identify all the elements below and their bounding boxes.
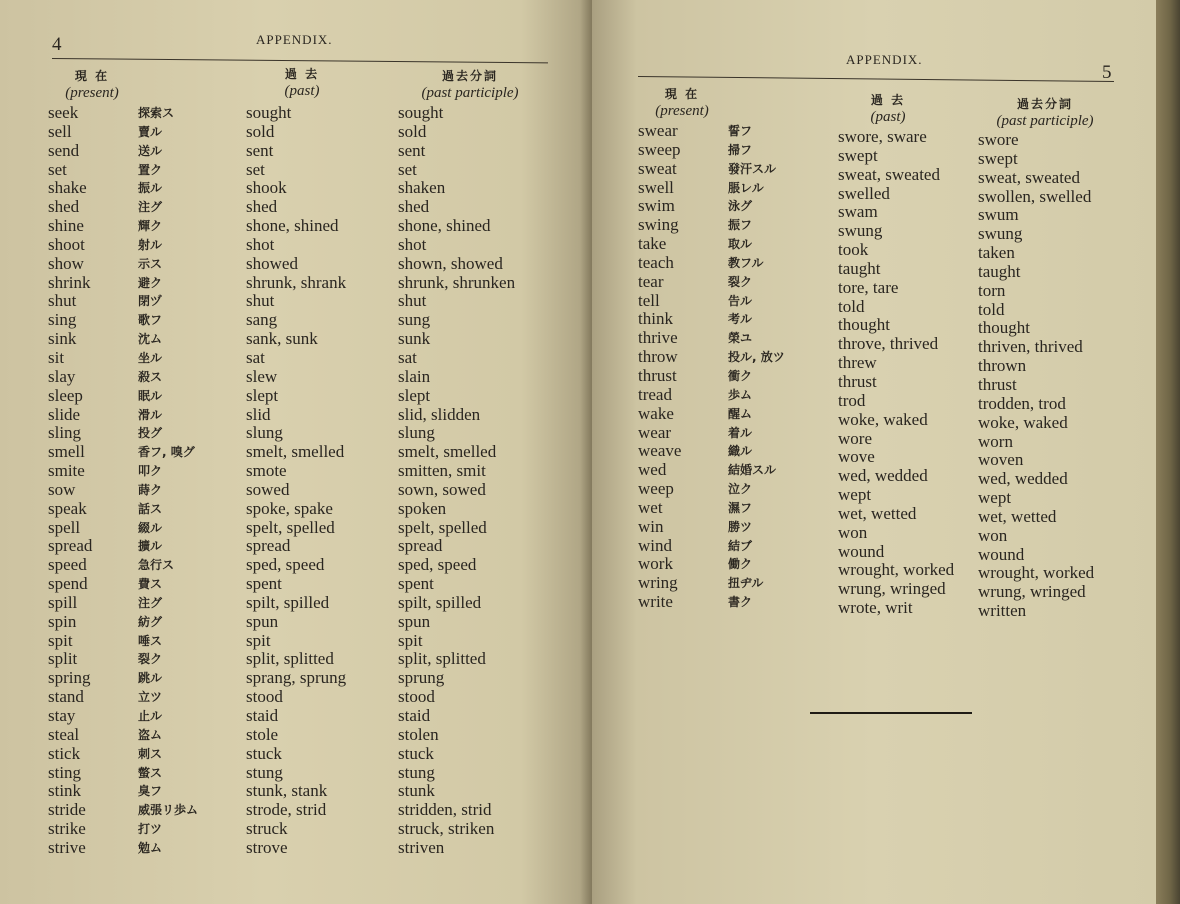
past-form: spread bbox=[246, 536, 291, 556]
japanese-meaning: 避ク bbox=[138, 275, 163, 290]
past-participle-form: shone, shined bbox=[398, 216, 491, 236]
col-header-present: 現 在 (present) bbox=[655, 87, 709, 119]
present-form: sell bbox=[48, 121, 72, 141]
japanese-meaning: 費ス bbox=[138, 577, 163, 592]
past-participle-form: swung bbox=[978, 224, 1023, 244]
japanese-meaning: 臭フ bbox=[138, 784, 163, 799]
past-form: smote bbox=[246, 461, 287, 481]
present-form: tell bbox=[638, 290, 660, 310]
past-participle-form: sped, speed bbox=[398, 555, 477, 575]
japanese-meaning: 濕フ bbox=[728, 500, 753, 515]
past-participle-form: spent bbox=[398, 574, 434, 594]
past-form: wrote, writ bbox=[838, 598, 913, 618]
past-form: swore, sware bbox=[838, 127, 927, 146]
past-participle-form: stuck bbox=[398, 743, 434, 763]
japanese-meaning: 投ル, 放ツ bbox=[728, 350, 785, 365]
past-participle-form: wrung, wringed bbox=[978, 582, 1086, 602]
past-participle-form: sunk bbox=[398, 329, 431, 349]
japanese-meaning: 探索ス bbox=[138, 106, 175, 120]
present-form: wind bbox=[638, 535, 672, 555]
past-form: slid bbox=[246, 404, 271, 424]
past-form: wrung, wringed bbox=[838, 579, 946, 599]
present-form: smite bbox=[48, 461, 85, 481]
japanese-meaning: 輝ク bbox=[138, 219, 163, 234]
past-form: wet, wetted bbox=[838, 503, 917, 523]
past-participle-form: torn bbox=[978, 280, 1006, 300]
past-participle-form: trodden, trod bbox=[978, 393, 1066, 413]
past-form: swung bbox=[838, 221, 883, 241]
past-participle-form: slept bbox=[398, 385, 431, 405]
past-form: showed bbox=[246, 253, 298, 273]
past-participle-form: swollen, swelled bbox=[978, 186, 1092, 206]
past-column bbox=[246, 104, 396, 858]
japanese-meaning: 取ル bbox=[728, 237, 753, 252]
japanese-meaning: 勝ツ bbox=[728, 519, 753, 534]
present-form: write bbox=[638, 592, 673, 612]
past-participle-form: told bbox=[978, 299, 1005, 319]
page-header: APPENDIX. bbox=[846, 52, 923, 67]
past-form: trod bbox=[838, 390, 866, 410]
present-form: throw bbox=[638, 347, 678, 367]
past-participle-form: sold bbox=[398, 121, 427, 141]
past-form: set bbox=[246, 159, 265, 179]
past-form: took bbox=[838, 240, 869, 260]
present-form: smell bbox=[48, 442, 85, 462]
japanese-meaning: 刺ス bbox=[138, 746, 163, 761]
past-participle-form: wed, wedded bbox=[978, 469, 1068, 489]
past-participle-form: wrought, worked bbox=[978, 563, 1095, 583]
past-participle-form: spun bbox=[398, 611, 431, 631]
past-form: shot bbox=[246, 234, 275, 254]
participle-column bbox=[398, 104, 578, 858]
page-header: APPENDIX. bbox=[256, 32, 333, 47]
japanese-meaning: 急行ス bbox=[138, 558, 175, 573]
present-form: thrive bbox=[638, 328, 678, 348]
col-header-participle: 過去分詞 (past participle) bbox=[421, 69, 519, 101]
past-form: wrought, worked bbox=[838, 560, 955, 580]
present-form: wake bbox=[638, 403, 674, 423]
present-form: wet bbox=[638, 497, 663, 517]
past-form: swelled bbox=[838, 183, 890, 203]
past-form: told bbox=[838, 296, 865, 316]
present-form: shine bbox=[48, 216, 84, 236]
past-form: sank, sunk bbox=[246, 329, 318, 349]
japanese-meaning: 掃フ bbox=[728, 142, 753, 157]
past-form: shook bbox=[246, 178, 287, 198]
present-form: sing bbox=[48, 310, 77, 330]
past-form: spelt, spelled bbox=[246, 517, 335, 537]
japanese-meaning: 働ク bbox=[728, 557, 753, 572]
past-participle-form: taught bbox=[978, 261, 1021, 281]
past-participle-form: spoken bbox=[398, 498, 447, 518]
japanese-meaning: 滑ル bbox=[138, 407, 163, 422]
past-form: throve, thrived bbox=[838, 334, 939, 354]
present-form: sweep bbox=[638, 139, 681, 159]
past-participle-form: sought bbox=[398, 103, 444, 122]
past-form: spent bbox=[246, 574, 282, 594]
past-form: won bbox=[838, 522, 868, 542]
japanese-meaning: 閉ヅ bbox=[138, 294, 163, 309]
japanese-meaning: 置ク bbox=[138, 162, 163, 177]
past-participle-form: shut bbox=[398, 291, 427, 311]
present-form: wring bbox=[638, 573, 678, 593]
past-participle-form: shed bbox=[398, 197, 430, 217]
past-form: stung bbox=[246, 762, 283, 782]
past-participle-form: thought bbox=[978, 318, 1030, 338]
past-form: smelt, smelled bbox=[246, 442, 345, 462]
past-participle-form: smitten, smit bbox=[398, 461, 486, 481]
present-form: strike bbox=[48, 819, 86, 839]
past-form: sweat, sweated bbox=[838, 164, 940, 184]
past-participle-form: spread bbox=[398, 536, 443, 556]
present-column bbox=[48, 104, 138, 858]
japanese-meaning: 榮ユ bbox=[728, 331, 753, 346]
past-participle-form: set bbox=[398, 159, 417, 179]
present-form: spill bbox=[48, 592, 78, 612]
japanese-meaning: 歩ム bbox=[728, 387, 753, 402]
past-participle-form: woke, waked bbox=[978, 412, 1068, 432]
japanese-meaning: 立ツ bbox=[138, 690, 163, 705]
japanese-meaning: 着ル bbox=[728, 425, 753, 440]
present-form: steal bbox=[48, 724, 80, 744]
col-header-participle: 過去分詞 (past participle) bbox=[996, 97, 1094, 129]
japanese-meaning: 示ス bbox=[138, 256, 163, 271]
past-participle-form: thrown bbox=[978, 356, 1027, 376]
japanese-meaning: 威張リ歩ム bbox=[138, 803, 199, 818]
present-form: thrust bbox=[638, 365, 677, 385]
past-participle-form: worn bbox=[978, 431, 1013, 451]
present-form: stride bbox=[48, 800, 86, 820]
present-form: swing bbox=[638, 215, 679, 235]
past-form: wound bbox=[838, 541, 885, 561]
past-form: strode, strid bbox=[246, 800, 327, 820]
present-form: tread bbox=[638, 384, 672, 404]
present-form: weep bbox=[638, 479, 674, 499]
japanese-meaning: 盗ム bbox=[138, 727, 163, 742]
present-column bbox=[638, 122, 724, 612]
present-form: sweat bbox=[638, 158, 677, 178]
page-number: 5 bbox=[1102, 62, 1112, 83]
end-rule bbox=[810, 712, 972, 714]
past-form: threw bbox=[838, 353, 877, 373]
present-form: speak bbox=[48, 498, 87, 518]
past-participle-form: sat bbox=[398, 347, 417, 367]
present-form: stand bbox=[48, 687, 84, 707]
japanese-meaning: 叩ク bbox=[138, 464, 163, 479]
japanese-meaning: 注グ bbox=[138, 595, 163, 610]
present-form: sow bbox=[48, 479, 76, 499]
japanese-meaning: 殺ス bbox=[138, 369, 163, 384]
japanese-meaning: 脹レル bbox=[728, 180, 764, 195]
present-form: stink bbox=[48, 781, 82, 801]
japanese-meaning: 泳グ bbox=[728, 199, 753, 214]
past-participle-form: sprung bbox=[398, 668, 445, 688]
present-form: swim bbox=[638, 196, 675, 216]
japanese-meaning: 織ル bbox=[728, 444, 753, 459]
past-form: sought bbox=[246, 103, 292, 122]
japanese-meaning: 唾ス bbox=[138, 633, 163, 648]
past-form: spun bbox=[246, 611, 279, 631]
past-participle-form: sung bbox=[398, 310, 431, 330]
japanese-meaning: 螫ス bbox=[138, 765, 163, 780]
past-form: slew bbox=[246, 366, 278, 386]
japanese-meaning: 打ツ bbox=[138, 822, 163, 837]
japanese-meaning: 結ブ bbox=[728, 538, 753, 553]
japanese-meaning: 注グ bbox=[138, 200, 163, 215]
past-form: spilt, spilled bbox=[246, 592, 330, 612]
past-form: strove bbox=[246, 837, 288, 857]
past-participle-form: woven bbox=[978, 450, 1024, 470]
present-form: shrink bbox=[48, 272, 91, 292]
past-form: sold bbox=[246, 121, 275, 141]
past-form: wove bbox=[838, 447, 875, 467]
japanese-meaning: 送ル bbox=[138, 143, 163, 158]
past-participle-form: wound bbox=[978, 544, 1025, 564]
present-form: shoot bbox=[48, 234, 85, 254]
present-form: swear bbox=[638, 121, 678, 140]
past-participle-form: slung bbox=[398, 423, 435, 443]
japanese-meaning: 裂ク bbox=[728, 274, 753, 289]
past-participle-form: written bbox=[978, 601, 1027, 621]
past-participle-form: swept bbox=[978, 148, 1018, 168]
japanese-meaning: 射ル bbox=[138, 237, 163, 252]
present-form: send bbox=[48, 140, 80, 160]
japanese-meaning: 擴ル bbox=[138, 539, 163, 554]
col-header-past: 過 去 (past) bbox=[870, 93, 906, 125]
past-participle-form: struck, striken bbox=[398, 819, 495, 839]
japanese-meaning: 止ル bbox=[138, 709, 163, 723]
present-form: strive bbox=[48, 837, 86, 857]
past-form: struck bbox=[246, 819, 288, 839]
past-form: taught bbox=[838, 258, 881, 278]
present-form: spring bbox=[48, 668, 91, 688]
present-form: seek bbox=[48, 103, 79, 122]
japanese-meaning: 衝ク bbox=[728, 368, 753, 383]
present-form: spit bbox=[48, 630, 73, 650]
present-form: shut bbox=[48, 291, 77, 311]
japanese-meaning: 醒ム bbox=[728, 406, 753, 421]
present-form: sit bbox=[48, 347, 65, 367]
japanese-meaning: 書ク bbox=[728, 595, 753, 610]
present-form: spell bbox=[48, 517, 81, 537]
past-participle-form: wept bbox=[978, 488, 1012, 508]
past-form: sowed bbox=[246, 479, 290, 499]
present-form: split bbox=[48, 649, 78, 669]
past-participle-form: swore bbox=[978, 130, 1019, 149]
japanese-meaning: 勉ム bbox=[138, 840, 163, 855]
past-form: staid bbox=[246, 706, 279, 725]
present-form: wed bbox=[638, 460, 667, 480]
past-form: stunk, stank bbox=[246, 781, 328, 801]
past-form: spit bbox=[246, 630, 271, 650]
present-form: speed bbox=[48, 555, 87, 575]
japanese-meaning: 裂ク bbox=[138, 652, 163, 667]
past-form: stuck bbox=[246, 743, 282, 763]
present-form: spin bbox=[48, 611, 77, 631]
present-form: sting bbox=[48, 762, 82, 782]
past-form: wept bbox=[838, 485, 872, 505]
header-rule bbox=[52, 58, 548, 63]
past-participle-form: stung bbox=[398, 762, 435, 782]
past-participle-form: thriven, thrived bbox=[978, 337, 1083, 357]
present-form: teach bbox=[638, 252, 674, 272]
past-form: sent bbox=[246, 140, 274, 160]
present-form: slay bbox=[48, 366, 76, 386]
japanese-meaning: 眠ル bbox=[138, 388, 163, 403]
present-form: sleep bbox=[48, 385, 83, 405]
present-form: slide bbox=[48, 404, 81, 424]
past-participle-form: spilt, spilled bbox=[398, 592, 482, 612]
past-form: sang bbox=[246, 310, 278, 330]
japanese-meaning: 扭ヂル bbox=[728, 576, 764, 591]
japanese-meaning: 坐ル bbox=[138, 350, 163, 365]
header-rule bbox=[638, 76, 1114, 82]
present-form: win bbox=[638, 516, 664, 536]
japanese-meaning: 振フ bbox=[728, 218, 753, 233]
past-form: woke, waked bbox=[838, 409, 928, 429]
past-form: spoke, spake bbox=[246, 498, 333, 518]
past-participle-form: won bbox=[978, 525, 1008, 545]
present-form: take bbox=[638, 234, 667, 254]
present-form: stick bbox=[48, 743, 81, 763]
past-form: sprang, sprung bbox=[246, 668, 347, 688]
past-participle-form: sweat, sweated bbox=[978, 167, 1080, 187]
past-form: split, splitted bbox=[246, 649, 334, 669]
past-participle-form: wet, wetted bbox=[978, 506, 1057, 526]
past-participle-form: slain bbox=[398, 366, 431, 386]
past-participle-form: sent bbox=[398, 140, 426, 160]
present-form: shake bbox=[48, 178, 87, 198]
past-participle-form: slid, slidden bbox=[398, 404, 481, 424]
japanese-column bbox=[138, 104, 238, 858]
past-participle-form: staid bbox=[398, 706, 431, 725]
japanese-meaning: 誓フ bbox=[728, 124, 753, 138]
past-form: sped, speed bbox=[246, 555, 325, 575]
japanese-meaning: 告ル bbox=[728, 293, 753, 308]
past-participle-form: smelt, smelled bbox=[398, 442, 497, 462]
past-column bbox=[838, 128, 978, 618]
japanese-meaning: 跳ル bbox=[138, 671, 163, 686]
past-form: shut bbox=[246, 291, 275, 311]
present-form: work bbox=[638, 554, 673, 574]
present-form: swell bbox=[638, 177, 674, 197]
past-form: shone, shined bbox=[246, 216, 339, 236]
past-form: wed, wedded bbox=[838, 466, 928, 486]
japanese-meaning: 歌フ bbox=[138, 313, 163, 328]
japanese-meaning: 話ス bbox=[138, 501, 163, 516]
book-edge bbox=[1156, 0, 1180, 904]
japanese-meaning: 泣ク bbox=[728, 482, 753, 497]
past-participle-form: swum bbox=[978, 205, 1019, 225]
japanese-meaning: 投グ bbox=[138, 426, 163, 441]
present-form: sling bbox=[48, 423, 82, 443]
japanese-meaning: 振ル bbox=[138, 181, 163, 196]
past-participle-form: spelt, spelled bbox=[398, 517, 487, 537]
present-form: spend bbox=[48, 574, 88, 594]
col-header-past: 過 去 (past) bbox=[284, 67, 320, 99]
past-form: tore, tare bbox=[838, 277, 899, 297]
past-participle-form: shot bbox=[398, 234, 427, 254]
page-number: 4 bbox=[52, 34, 62, 55]
japanese-meaning: 蒔ク bbox=[138, 482, 163, 497]
past-form: swam bbox=[838, 202, 878, 222]
japanese-column bbox=[728, 122, 828, 612]
past-participle-form: stunk bbox=[398, 781, 435, 801]
present-form: think bbox=[638, 309, 673, 329]
present-form: stay bbox=[48, 706, 76, 725]
past-form: sat bbox=[246, 347, 265, 367]
present-form: shed bbox=[48, 197, 80, 217]
past-participle-form: shaken bbox=[398, 178, 446, 198]
japanese-meaning: 香フ, 嗅グ bbox=[138, 445, 195, 460]
japanese-meaning: 紡グ bbox=[138, 614, 163, 629]
present-form: show bbox=[48, 253, 84, 273]
present-form: set bbox=[48, 159, 67, 179]
present-form: sink bbox=[48, 329, 77, 349]
past-participle-form: striven bbox=[398, 837, 445, 857]
japanese-meaning: 賣ル bbox=[138, 124, 163, 139]
japanese-meaning: 發汗スル bbox=[728, 161, 777, 176]
past-form: shrunk, shrank bbox=[246, 272, 347, 292]
past-participle-form: stolen bbox=[398, 724, 439, 744]
past-participle-form: spit bbox=[398, 630, 423, 650]
past-form: shed bbox=[246, 197, 278, 217]
past-participle-form: stood bbox=[398, 687, 435, 707]
present-form: spread bbox=[48, 536, 93, 556]
past-form: thrust bbox=[838, 371, 877, 391]
japanese-meaning: 綴ル bbox=[138, 520, 163, 535]
japanese-meaning: 考ル bbox=[728, 312, 753, 327]
japanese-meaning: 結婚スル bbox=[728, 463, 777, 478]
present-form: wear bbox=[638, 422, 672, 442]
past-participle-form: stridden, strid bbox=[398, 800, 492, 820]
right-page bbox=[592, 0, 1156, 904]
present-form: tear bbox=[638, 271, 664, 291]
past-participle-form: sown, sowed bbox=[398, 479, 486, 499]
japanese-meaning: 教フル bbox=[728, 255, 764, 270]
past-form: wore bbox=[838, 428, 872, 448]
past-form: stole bbox=[246, 724, 279, 744]
participle-column bbox=[978, 131, 1154, 621]
past-participle-form: taken bbox=[978, 243, 1015, 263]
past-form: swept bbox=[838, 145, 878, 165]
past-participle-form: shrunk, shrunken bbox=[398, 272, 516, 292]
past-participle-form: thrust bbox=[978, 374, 1017, 394]
past-form: stood bbox=[246, 687, 283, 707]
past-participle-form: split, splitted bbox=[398, 649, 486, 669]
past-form: slung bbox=[246, 423, 283, 443]
present-form: weave bbox=[638, 441, 682, 461]
col-header-present: 現 在 (present) bbox=[65, 69, 119, 101]
past-form: slept bbox=[246, 385, 279, 405]
past-participle-form: shown, showed bbox=[398, 253, 503, 273]
past-form: thought bbox=[838, 315, 890, 335]
japanese-meaning: 沈ム bbox=[138, 332, 163, 347]
